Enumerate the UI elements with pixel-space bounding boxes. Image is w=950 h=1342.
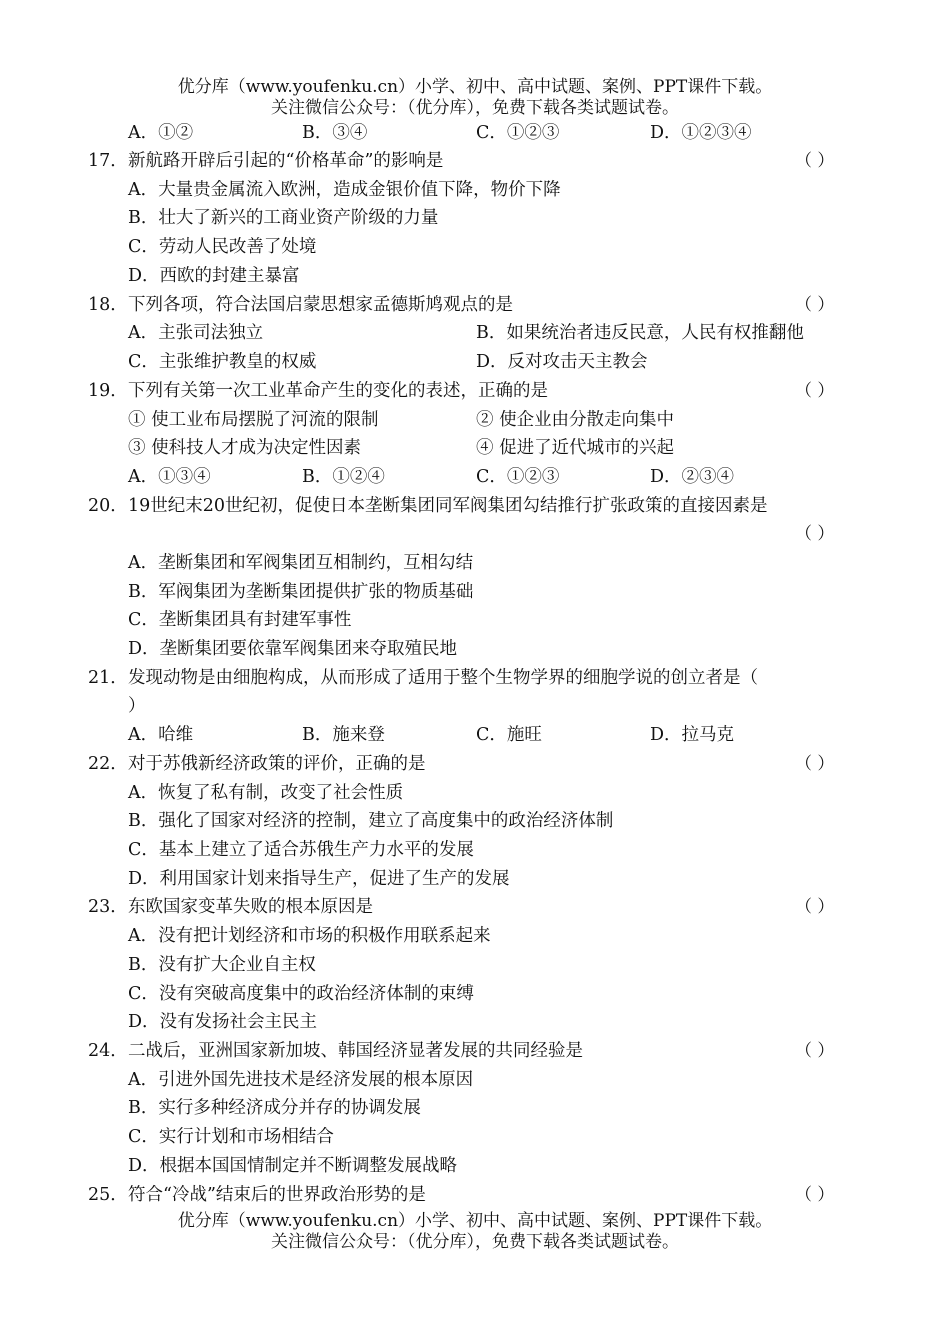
q22-option-c: C．基本上建立了适合苏俄生产力水平的发展 xyxy=(128,840,474,860)
q24-option-d: D．根据本国国情制定并不断调整发展战略 xyxy=(128,1156,458,1176)
q20-option-a: A．垄断集团和军阀集团互相制约，互相勾结 xyxy=(128,553,474,573)
q22-answer-blank: （ ） xyxy=(795,754,835,774)
q24-option-b: B．实行多种经济成分并存的协调发展 xyxy=(128,1098,421,1118)
q18-option-b: B．如果统治者违反民意，人民有权推翻他 xyxy=(476,323,804,343)
q24-stem: 二战后，亚洲国家新加坡、韩国经济显著发展的共同经验是 xyxy=(128,1041,583,1061)
q24-option-c: C．实行计划和市场相结合 xyxy=(128,1127,334,1147)
q17-option-c: C．劳动人民改善了处境 xyxy=(128,237,317,257)
q24-option-a: A．引进外国先进技术是经济发展的根本原因 xyxy=(128,1070,474,1090)
q22-option-a: A．恢复了私有制，改变了社会性质 xyxy=(128,783,404,803)
page-footer-line-2: 关注微信公众号：（优分库），免费下载各类试题试卷。 xyxy=(271,1232,679,1252)
q16-option-a: A．①② xyxy=(128,123,194,143)
page-header-line-1: 优分库（www.youfenku.cn）小学、初中、高中试题、案例、PPT课件下载。 xyxy=(177,77,773,97)
q17-option-b: B．壮大了新兴的工商业资产阶级的力量 xyxy=(128,208,439,228)
q16-option-d: D．①②③④ xyxy=(650,123,752,143)
q21-stem-continued: ） xyxy=(128,696,146,716)
q23-option-c: C．没有突破高度集中的政治经济体制的束缚 xyxy=(128,984,474,1004)
q25-stem: 符合“冷战”结束后的世界政治形势的是 xyxy=(128,1185,426,1205)
q19-item-3: ③ 使科技人才成为决定性因素 xyxy=(128,438,362,458)
q17-number: 17． xyxy=(88,151,128,171)
q19-answer-blank: （ ） xyxy=(795,381,835,401)
q19-stem: 下列有关第一次工业革命产生的变化的表述，正确的是 xyxy=(128,381,548,401)
q24-answer-blank: （ ） xyxy=(795,1041,835,1061)
q22-number: 22． xyxy=(88,754,128,774)
q22-stem: 对于苏俄新经济政策的评价，正确的是 xyxy=(128,754,426,774)
q18-number: 18． xyxy=(88,295,128,315)
page-footer-line-1: 优分库（www.youfenku.cn）小学、初中、高中试题、案例、PPT课件下载。 xyxy=(177,1211,773,1231)
q19-item-2: ② 使企业由分散走向集中 xyxy=(476,410,675,430)
q19-item-1: ① 使工业布局摆脱了河流的限制 xyxy=(128,410,379,430)
q16-option-c: C．①②③ xyxy=(476,123,560,143)
q23-option-a: A．没有把计划经济和市场的积极作用联系起来 xyxy=(128,926,491,946)
q23-answer-blank: （ ） xyxy=(795,897,835,917)
q17-answer-blank: （ ） xyxy=(795,151,835,171)
q17-stem: 新航路开辟后引起的“价格革命”的影响是 xyxy=(128,151,444,171)
q21-stem: 发现动物是由细胞构成，从而形成了适用于整个生物学界的细胞学说的创立者是（ xyxy=(128,668,758,688)
q18-stem: 下列各项，符合法国启蒙思想家孟德斯鸠观点的是 xyxy=(128,295,513,315)
q21-option-a: A．哈维 xyxy=(128,725,194,745)
q18-answer-blank: （ ） xyxy=(795,295,835,315)
q17-option-a: A．大量贵金属流入欧洲，造成金银价值下降，物价下降 xyxy=(128,180,561,200)
q23-stem: 东欧国家变革失败的根本原因是 xyxy=(128,897,373,917)
q20-stem: 19世纪末20世纪初，促使日本垄断集团同军阀集团勾结推行扩张政策的直接因素是 xyxy=(128,496,768,516)
q18-option-c: C．主张维护教皇的权威 xyxy=(128,352,317,372)
q19-option-d: D．②③④ xyxy=(650,467,735,487)
q22-option-d: D．利用国家计划来指导生产，促进了生产的发展 xyxy=(128,869,510,889)
q19-option-b: B．①②④ xyxy=(302,467,385,487)
q21-option-c: C．施旺 xyxy=(476,725,542,745)
q19-option-a: A．①③④ xyxy=(128,467,211,487)
q23-number: 23． xyxy=(88,897,128,917)
q16-option-b: B．③④ xyxy=(302,123,368,143)
q19-number: 19． xyxy=(88,381,128,401)
q21-number: 21． xyxy=(88,668,128,688)
q20-option-d: D．垄断集团要依靠军阀集团来夺取殖民地 xyxy=(128,639,458,659)
q21-option-d: D．拉马克 xyxy=(650,725,735,745)
q22-option-b: B．强化了国家对经济的控制，建立了高度集中的政治经济体制 xyxy=(128,811,614,831)
q19-option-c: C．①②③ xyxy=(476,467,560,487)
q23-option-b: B．没有扩大企业自主权 xyxy=(128,955,316,975)
q20-number: 20． xyxy=(88,496,128,516)
q17-option-d: D．西欧的封建主暴富 xyxy=(128,266,300,286)
q24-number: 24． xyxy=(88,1041,128,1061)
q20-option-b: B．军阀集团为垄断集团提供扩张的物质基础 xyxy=(128,582,474,602)
q20-option-c: C．垄断集团具有封建军事性 xyxy=(128,610,352,630)
q20-answer-blank: （ ） xyxy=(795,524,835,544)
q21-option-b: B．施来登 xyxy=(302,725,385,745)
page-header-line-2: 关注微信公众号：（优分库），免费下载各类试题试卷。 xyxy=(271,98,679,118)
q19-item-4: ④ 促进了近代城市的兴起 xyxy=(476,438,675,458)
q18-option-a: A．主张司法独立 xyxy=(128,323,264,343)
q25-number: 25． xyxy=(88,1185,128,1205)
q23-option-d: D．没有发扬社会主民主 xyxy=(128,1012,318,1032)
q18-option-d: D．反对攻击天主教会 xyxy=(476,352,648,372)
q25-answer-blank: （ ） xyxy=(795,1185,835,1205)
